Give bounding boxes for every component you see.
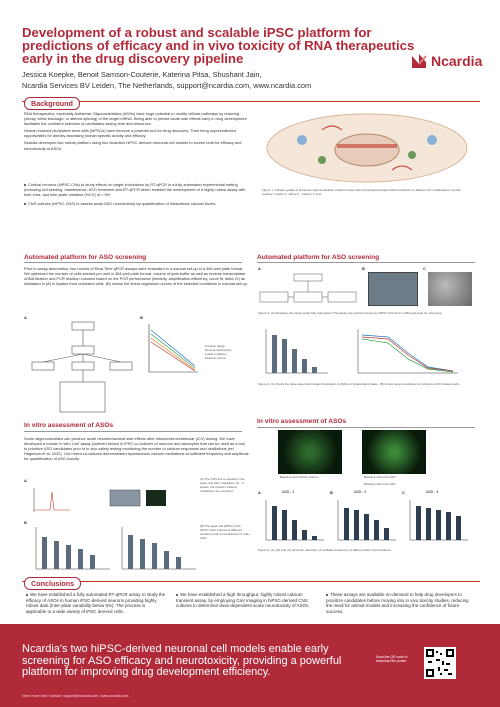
legend-item: Lysate conditions <box>205 351 227 356</box>
footer-message: Ncardia's two hiPSC-derived neuronal cell models enable early screening for ASO efficacy and neurotoxicity, providing a powerful platform for improving drug development efficiency. <box>22 643 342 678</box>
bullet-item: Cortical neurons (hiPSC-CNs) to study effects on target knockdown by RT-qPCR in a fully automated experimental setting (including cell seeding, maintenance, ASO treatment and RT-qPCR which enabled the development of a highly robust assay with both intra- and inter-plate variation (%CV) of < 5% <box>24 182 246 198</box>
legend-item: Reverse transcription <box>205 347 232 352</box>
affiliation: Ncardia Services BV Leiden, The Netherlands, support@ncardia.com, www.ncardia.com <box>22 81 312 90</box>
panel-label: C <box>423 266 426 271</box>
invitro-heading-left: In vitro assessment of ASOs <box>24 422 114 429</box>
figure-3b-plate <box>368 272 418 306</box>
footer-contact: Need more info? contact: support@ncardia.com, www.ncardia.com <box>22 694 129 698</box>
conclusion-3: These assays are available on-demand to help drug developers to prioritize candidates before moving into in vivo toxicity studies, reducing the need for animal models and increasing the confidence of future success. <box>326 592 469 614</box>
panel-label: B <box>24 520 27 525</box>
logo-wordmark: Ncardia <box>431 53 483 69</box>
figure-3c-microscopy <box>428 272 472 306</box>
panel-label: B <box>330 490 333 495</box>
ncardia-logo-icon <box>410 52 428 70</box>
conclusions-heading: Conclusions <box>24 577 81 590</box>
figure-5b-note: (B) The peak rate (BPM) of the hiPSC-CNS cultures at different durations and concentrations of Ca2+ ASO. <box>200 524 250 540</box>
figure-4-charts <box>258 325 472 379</box>
panel-label: A <box>258 266 261 271</box>
footer-banner <box>0 624 500 707</box>
legend-item: % primer design <box>205 344 226 348</box>
image-label: Baseline and Vehicle Control <box>280 475 319 479</box>
figure-1-aso-mechanism <box>262 110 472 186</box>
image-label: Baseline with toxic ASO <box>364 475 396 479</box>
poster-title: Development of a robust and scalable iPSC platform for predictions of efficacy and in vivo toxicity of RNA therapeutics early in the drug discovery pipeline <box>22 25 415 66</box>
figure-2b-regression-chart <box>145 322 200 377</box>
section-rule <box>22 101 480 102</box>
authors: Jessica Koepke, Benoit Samson-Couterie, Katerina Pitsa, Shushant Jain, <box>22 70 262 79</box>
chart-title: ASO - 1 <box>282 490 295 494</box>
section-rule <box>257 262 475 263</box>
automated-heading-right: Automated platform for ASO screening <box>257 254 380 261</box>
figure-6-caption: Figure 5. (A), (B) and (C) show the reduction of oscillation frequency at different ASO concentrations. <box>258 548 392 552</box>
ncardia-logo <box>410 52 482 70</box>
figure-6-aso-charts <box>258 498 472 546</box>
figure-3a-workflow <box>258 272 358 310</box>
panel-label: C <box>402 490 405 495</box>
invitro-text: Some oligonucleotides can produce acute neurobehavioral side effects after intracerebroventricular (ICV) dosing. We have developed a human in vitro CaV assay (outlined below) in iPSC co-cultures of neurons and astrocytes that can be used as a tool to prioritize ASO candidates prior to in vivo safety testing monitoring the number of calcium responses and oscillations (ref. Hagedorn et al. 2022). Our mixed co-cultures demonstrated spontaneous calcium oscillations at sufficient frequency and amplitude for quantification of ASO toxicity. <box>24 436 249 462</box>
chart-title: ASO - 3 <box>426 490 439 494</box>
figure-5b-bar-charts <box>30 525 200 575</box>
background-p3: Ncardia developed two robust platform using two Ncardia's hiPSC-derived neuronal cell models to screen both for efficacy and neurotoxicity of ASOs <box>24 140 242 151</box>
panel-label: A <box>258 490 261 495</box>
figure-1-caption: Figure 1. Cellular uptake of antisense oligonucleotides (ASOs) results with physiological targets RNA knockdown or different CP modifications. Further reading: Crooke S., Wang S., Vickers T. et al. <box>262 188 462 196</box>
figure-5a-note: (A) The CNS line is seeded in the plate, and after maturation for ~4 weeks, the culture's calcium oscillations are recorded. <box>200 477 245 493</box>
conclusion-2: We have established a high throughput, highly robust calcium transient assay, by employing CaV imaging in hiPSC-derived CNS cultures to determine dose-dependent acute neurotoxicity of ASOs. <box>176 592 310 609</box>
panel-label: B <box>140 315 143 320</box>
panel-label: A <box>24 315 27 320</box>
figure-2a-decision-tree <box>30 320 135 415</box>
image-label: Baseline with toxic ASO <box>364 482 396 486</box>
bullet-item: CNS cultures (hiPSC-CNS) to assess acute ASO neurotoxicity by quantification of intracellular calcium fluxes. <box>24 201 249 206</box>
section-rule <box>24 431 242 432</box>
figure-2b-legend <box>205 345 250 361</box>
legend-item: Reaction volume <box>205 355 226 360</box>
background-p2: Human induced pluripotent stem cells (hiPSCs) have become a powerful tool for drug discovery. Their bring unprecedented opportunities for directly assessing human specific toxicity and efficacy. <box>24 128 236 139</box>
section-rule <box>22 581 480 582</box>
calcium-image-toxic <box>362 430 426 474</box>
panel-label: A <box>24 478 27 483</box>
calcium-image-baseline <box>278 430 342 474</box>
background-p1: RNA therapeutics, especially Antisense Oligonucleotides (ASOs) have huge potential to modify cellular pathways by reducing (decay, steric blockage, or altered splicing) of the target mRNA. Being able to predict acute side effects early in drug development facilitates the confident selection of candidates saving time and resources. <box>24 111 247 127</box>
background-text <box>24 111 249 153</box>
background-bullets <box>24 182 249 206</box>
conclusion-1: We have established a fully automated RT-qPCR assay to study the efficacy of ASOs in human iPSC-derived neurons providing highly robust data (inter-plate variability below 5%). The process is applicable to a wide variety of iPSC derived cells. <box>26 592 166 614</box>
invitro-heading-right: In vitro assessment of ASOs <box>257 418 347 425</box>
automated-heading-left: Automated platform for ASO screening <box>24 254 147 261</box>
automated-text: Prior to assay automation, two rounds of Real-Time qPCR assays were evaluated in a manual set-up in a 384-well plate format. We optimized the number of cells seeded per well in 384-well plate format, volume of lysis buffer as well as reverse transcriptase cDNA titration and PCR reaction volumes based on the PCR performance (linearity, amplification efficiency, curve fit, delta Ct) as illustrated in (A) in lysates from untreated cells. (B) shows the linear regression curves of the selected conditions in manual set-up. <box>24 266 248 287</box>
figure-3-caption: Figure 3. (A) Illustrates the assay setup fully automated. The assay was performed using a hiPSC-CN line in a 384-well plate for screening. <box>258 311 443 315</box>
figure-5a-setup <box>30 482 170 516</box>
qr-code-icon[interactable] <box>424 647 456 679</box>
section-rule <box>257 427 475 428</box>
qr-caption: Scan the QR code to download the poster <box>376 655 408 664</box>
figure-4-caption: Figure 4. (A) shows the dose-dependent target knockdown of ASOs on independent plates. (B) shows target knockdown of reference ASO treated wells. <box>258 382 460 386</box>
section-rule <box>24 262 242 263</box>
background-heading: Background <box>24 97 80 110</box>
panel-label: B <box>362 266 365 271</box>
chart-title: ASO - 2 <box>354 490 367 494</box>
